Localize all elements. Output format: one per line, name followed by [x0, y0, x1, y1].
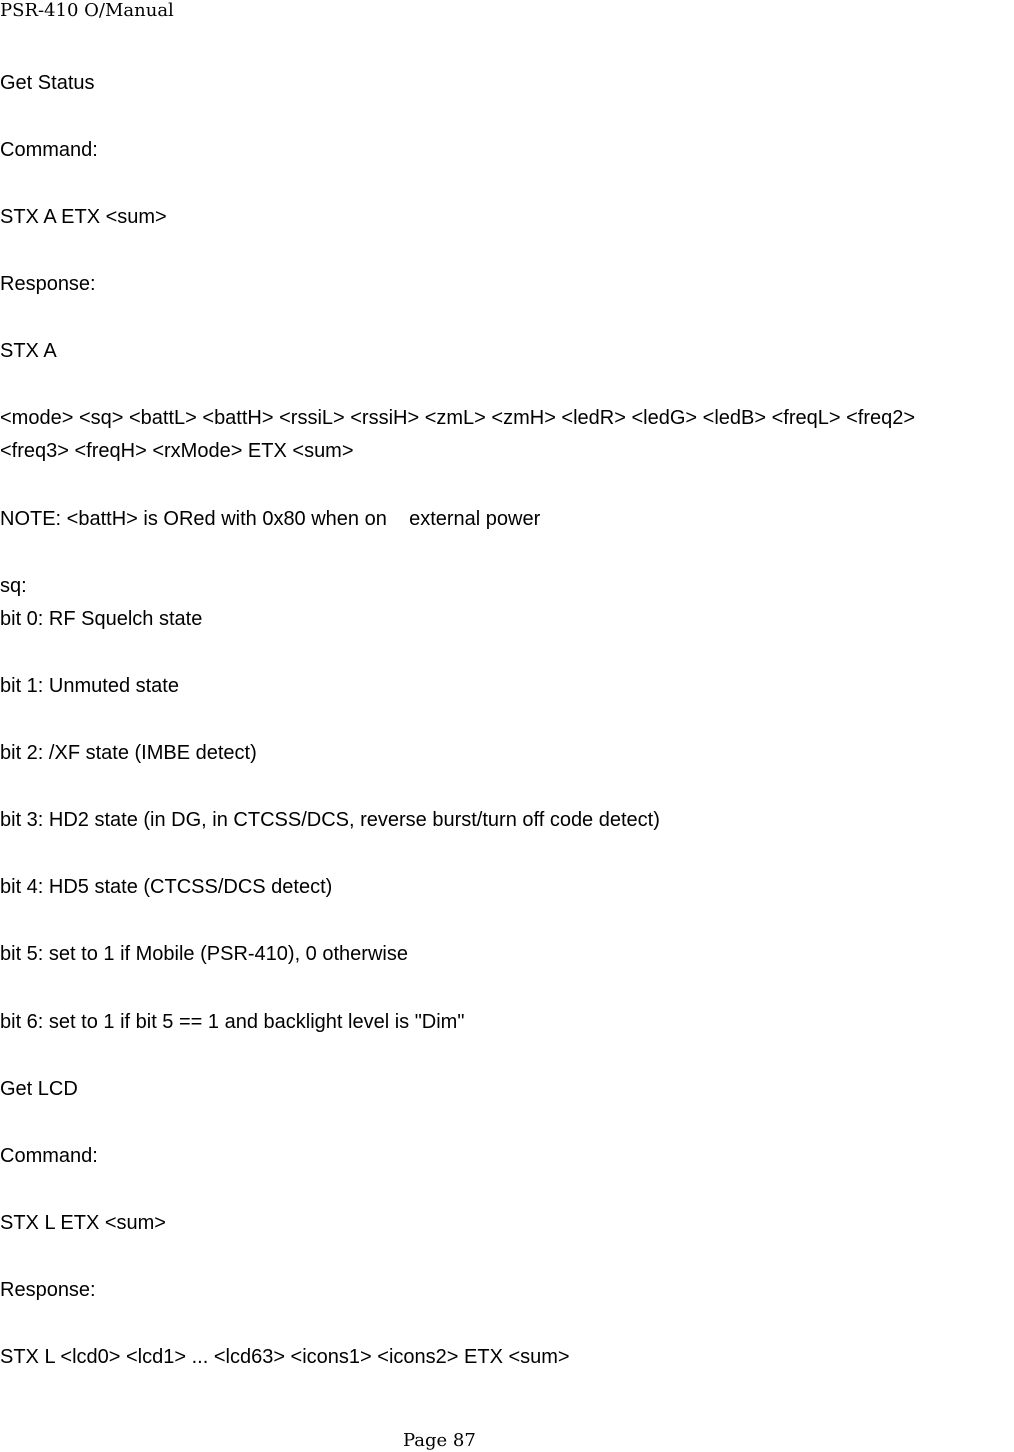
response-line-3: <freq3> <freqH> <rxMode> ETX <sum> [0, 440, 354, 462]
bit-description: bit 1: Unmuted state [0, 675, 179, 697]
response-label: Response: [0, 1279, 96, 1301]
page-header: PSR-410 O/Manual [0, 0, 174, 21]
bit-description: bit 4: HD5 state (CTCSS/DCS detect) [0, 876, 333, 898]
response-line-1: STX A [0, 340, 57, 362]
bit-description: bit 2: /XF state (IMBE detect) [0, 742, 257, 764]
bit-description: bit 5: set to 1 if Mobile (PSR-410), 0 otherwise [0, 943, 408, 965]
command-label: Command: [0, 139, 98, 161]
note-text [0, 507, 540, 531]
command-text: STX A ETX <sum> [0, 206, 167, 228]
bit-description: bit 6: set to 1 if bit 5 == 1 and backlight level is "Dim" [0, 1011, 465, 1033]
section-heading-get-status: Get Status [0, 72, 95, 94]
section-heading-get-lcd: Get LCD [0, 1078, 78, 1100]
response-line-2: <mode> <sq> <battL> <battH> <rssiL> <rssiH> <zmL> <zmH> <ledR> <ledG> <ledB> <freqL> <freq2> [0, 407, 916, 429]
response-text: STX L <lcd0> <lcd1> ... <lcd63> <icons1> <icons2> ETX <sum> [0, 1346, 570, 1368]
bit-description: bit 0: RF Squelch state [0, 608, 203, 630]
response-label: Response: [0, 273, 96, 295]
bit-description: bit 3: HD2 state (in DG, in CTCSS/DCS, reverse burst/turn off code detect) [0, 809, 660, 831]
note-part-1: NOTE: <battH> is ORed with 0x80 when on [0, 508, 387, 530]
page-number: Page 87 [403, 1430, 476, 1451]
sq-label: sq: [0, 575, 27, 597]
command-label: Command: [0, 1145, 98, 1167]
note-part-2: external power [409, 508, 541, 530]
command-text: STX L ETX <sum> [0, 1212, 166, 1234]
